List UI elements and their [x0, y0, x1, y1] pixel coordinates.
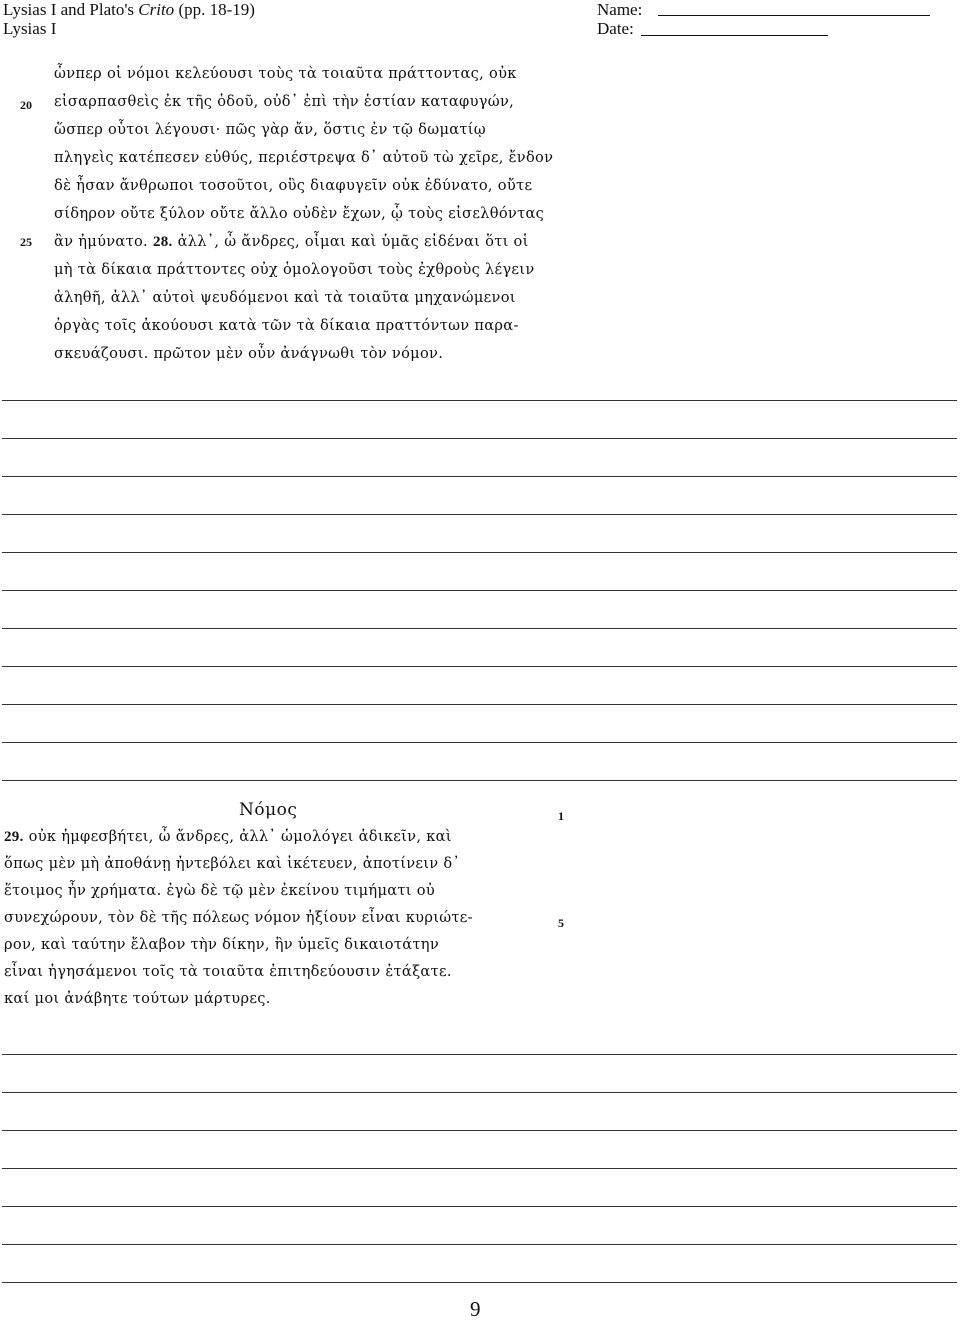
section-number: 28.: [152, 234, 173, 250]
title-prefix: Lysias I and Plato's: [3, 0, 139, 19]
writing-line[interactable]: [2, 704, 957, 705]
greek-segment: ἀλλ᾽, ὦ ἄνδρες, οἶμαι καὶ ὑμᾶς εἰδέναι ὅτι οἱ: [177, 233, 529, 250]
greek-line: σκευάζουσι. πρῶτον μὲν οὖν ἀνάγνωθι τὸν νόμον.: [54, 345, 444, 362]
writing-line[interactable]: [2, 1130, 957, 1131]
writing-line[interactable]: [2, 1206, 957, 1207]
greek-line: ρον, καὶ ταύτην ἔλαβον τὴν δίκην, ἣν ὑμεῖς δικαιοτάτην: [4, 936, 440, 953]
greek-line: εἶναι ἡγησάμενοι τοῖς τὰ τοιαῦτα ἐπιτηδεύουσιν ἐτάξατε.: [4, 963, 452, 980]
writing-line[interactable]: [2, 476, 957, 477]
name-blank[interactable]: [658, 15, 930, 16]
writing-line[interactable]: [2, 666, 957, 667]
title-italic: Crito: [138, 0, 175, 19]
greek-segment: ἂν ἠμύνατο.: [54, 233, 148, 250]
date-blank[interactable]: [641, 35, 828, 36]
writing-line[interactable]: [2, 552, 957, 553]
writing-line[interactable]: [2, 438, 957, 439]
title-suffix: (pp. 18-19): [174, 0, 255, 19]
worksheet-title: [3, 0, 255, 20]
greek-line: εἰσαρπασθεὶς ἐκ τῆς ὁδοῦ, οὐδ᾽ ἐπὶ τὴν ἑστίαν καταφυγών,: [54, 93, 515, 110]
greek-line: ὅπως μὲν μὴ ἀποθάνῃ ἠντεβόλει καὶ ἱκέτευεν, ἀποτίνειν δ᾽: [4, 855, 461, 872]
writing-line[interactable]: [2, 514, 957, 515]
greek-segment: οὐκ ἠμφεσβήτει, ὦ ἄνδρες, ἀλλ᾽ ὡμολόγει ἀδικεῖν, καὶ: [28, 828, 452, 845]
writing-line[interactable]: [2, 780, 957, 781]
greek-line: καί μοι ἀνάβητε τούτων μάρτυρες.: [4, 990, 271, 1007]
writing-line[interactable]: [2, 742, 957, 743]
writing-line[interactable]: [2, 590, 957, 591]
greek-line: ἕτοιμος ἦν χρήματα. ἐγὼ δὲ τῷ μὲν ἐκείνου τιμήματι οὐ: [4, 882, 436, 899]
writing-line[interactable]: [2, 1168, 957, 1169]
greek-line: μὴ τὰ δίκαια πράττοντες οὐχ ὁμολογοῦσι τοὺς ἐχθροὺς λέγειν: [54, 261, 535, 278]
writing-line[interactable]: [2, 1282, 957, 1283]
writing-line[interactable]: [2, 1244, 957, 1245]
worksheet-subtitle: Lysias I: [3, 19, 57, 38]
greek-line: [54, 232, 529, 252]
date-label: Date:: [597, 19, 634, 38]
greek-line: ὥσπερ οὗτοι λέγουσι· πῶς γὰρ ἄν, ὅστις ἐν τῷ δωματίῳ: [54, 121, 486, 138]
section-heading: Νόμος: [239, 800, 298, 820]
greek-line: [4, 827, 452, 847]
greek-line: πληγεὶς κατέπεσεν εὐθύς, περιέστρεψα δ᾽ αὐτοῦ τὼ χεῖρε, ἔνδον: [54, 149, 554, 166]
greek-line: συνεχώρουν, τὸν δὲ τῆς πόλεως νόμον ἠξίουν εἶναι κυριώτε-: [4, 909, 473, 926]
writing-line[interactable]: [2, 628, 957, 629]
section-number: 29.: [4, 829, 24, 845]
greek-line: δὲ ἦσαν ἄνθρωποι τοσοῦτοι, οὓς διαφυγεῖν οὐκ ἐδύνατο, οὔτε: [54, 177, 533, 194]
writing-line[interactable]: [2, 1092, 957, 1093]
greek-line: ὧνπερ οἱ νόμοι κελεύουσι τοὺς τὰ τοιαῦτα πράττοντας, οὐκ: [54, 65, 517, 82]
line-number: 20: [20, 98, 32, 112]
line-number: 1: [558, 809, 564, 823]
page-number: 9: [470, 1297, 481, 1321]
writing-line[interactable]: [2, 400, 957, 401]
greek-line: σίδηρον οὔτε ξύλον οὔτε ἄλλο οὐδὲν ἔχων, ᾧ τοὺς εἰσελθόντας: [54, 205, 545, 222]
greek-line: ἀληθῆ, ἀλλ᾽ αὐτοὶ ψευδόμενοι καὶ τὰ τοιαῦτα μηχανώμενοι: [54, 289, 516, 306]
name-label: Name:: [597, 0, 643, 19]
writing-line[interactable]: [2, 1054, 957, 1055]
greek-line: ὀργὰς τοῖς ἀκούουσι κατὰ τῶν τὰ δίκαια πραττόντων παρα-: [54, 317, 519, 334]
line-number: 25: [20, 235, 32, 249]
line-number: 5: [558, 916, 564, 930]
